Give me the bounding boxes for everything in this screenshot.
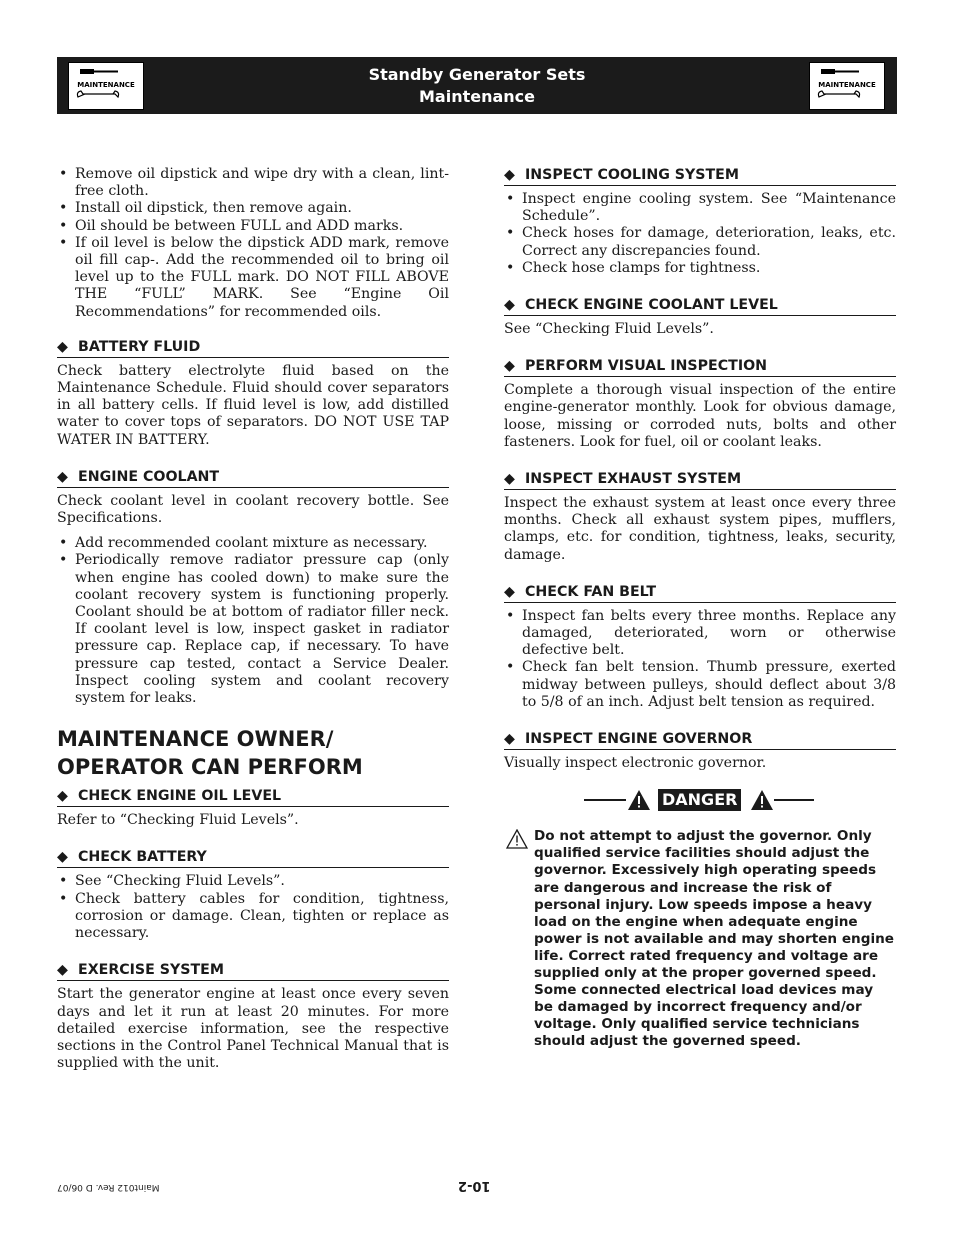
list-item: • Inspect fan belts every three months. Replace any damaged, deteriorated, worn or otherwise defective belt. [504, 608, 896, 660]
diamond-icon: ◆ [504, 583, 515, 600]
page-title [57, 64, 897, 108]
list-item: • Check fan belt tension. Thumb pressure, exerted midway between pulleys, should deflect about 3/8 to 5/8 of an inch. Adjust belt tension as required. [504, 659, 896, 711]
document-code: Maint012 Rev. D 06/07 [57, 1182, 160, 1192]
big-heading: MAINTENANCE OWNER/ OPERATOR CAN PERFORM [57, 727, 363, 780]
logo-label: MAINTENANCE [77, 81, 135, 89]
page-number: 10-2 [458, 1178, 491, 1193]
section-heading-inspect-exhaust-system: ◆ INSPECT EXHAUST SYSTEM [504, 470, 896, 490]
divider [774, 799, 814, 801]
diamond-icon: ◆ [57, 962, 68, 979]
section-heading-check-engine-oil-level: ◆ CHECK ENGINE OIL LEVEL [57, 787, 449, 807]
diamond-icon: ◆ [57, 788, 68, 805]
list-item: • Oil should be between FULL and ADD marks. [57, 218, 449, 235]
danger-warning [504, 828, 896, 1050]
list-item: • Check hose clamps for tightness. [504, 260, 896, 277]
battery-fluid-text: Check battery electrolyte fluid based on the Maintenance Schedule. Fluid should cover separators in all battery cells. If fluid level is low, add distilled water to cover tops of separators. DO NOT USE TAP WATER IN BATTERY. [57, 362, 449, 448]
left-column [57, 166, 449, 1072]
diamond-icon: ◆ [504, 297, 515, 314]
section-heading-check-fan-belt: ◆ CHECK FAN BELT [504, 583, 896, 603]
list-item: • Periodically remove radiator pressure cap (only when engine has cooled down) to make sure the coolant recovery system is functioning properly. Coolant should be at bottom of radiator filler neck. If coolant level is low, inspect gasket in radiator pressure cap. Replace cap, if necessary. To have pressure cap tested, contact a Service Dealer. Inspect cooling system and coolant recovery system for leaks. [57, 552, 449, 707]
list-item: • Install oil dipstick, then remove again. [57, 200, 449, 217]
exhaust-text: Inspect the exhaust system at least once every three months. Check all exhaust system pipes, mufflers, clamps, etc. for condition, tightness, leaks, security, damage. [504, 495, 896, 563]
battery-list [57, 873, 449, 942]
fan-belt-list [504, 608, 896, 711]
page-header [57, 57, 897, 114]
diamond-icon: ◆ [57, 849, 68, 866]
section-heading-engine-coolant: ◆ ENGINE COOLANT [57, 468, 449, 488]
engine-coolant-text: Check coolant level in coolant recovery bottle. See Specifications. [57, 492, 449, 527]
danger-banner [504, 786, 896, 816]
list-item: • See “Checking Fluid Levels”. [57, 873, 449, 890]
logo-label: MAINTENANCE [818, 81, 876, 89]
warning-text: Do not attempt to adjust the governor. Only qualified service facilities should adjust the governor. Excessively high operating speeds are dangerous and increase the risk of personal injury. Low speeds impose a heavy load on the engine when adequate engine power is not available and may shorten engine life. Correct rated frequency and voltage are supplied only at the proper governed speed. Some connected electrical load devices may be damaged by incorrect frequency and/or voltage. Only qualified service technicians should adjust the governed speed. [534, 828, 895, 1050]
visual-text: Complete a thorough visual inspection of the entire engine-generator monthly. Look for obvious damage, loose, missing or corroded nuts, bolts and other fasteners. Look for fuel, oil or coolant leaks. [504, 382, 896, 450]
list-item: • Add recommended coolant mixture as necessary. [57, 535, 449, 552]
list-item: • Inspect engine cooling system. See “Maintenance Schedule”. [504, 191, 896, 225]
list-item: • Remove oil dipstick and wipe dry with a clean, lint-free cloth. [57, 166, 449, 200]
oil-check-list [57, 166, 449, 321]
cooling-list [504, 191, 896, 277]
diamond-icon: ◆ [57, 468, 68, 485]
diamond-icon: ◆ [504, 731, 515, 748]
diamond-icon: ◆ [504, 471, 515, 488]
section-heading-check-engine-coolant-level: ◆ CHECK ENGINE COOLANT LEVEL [504, 296, 896, 316]
title-line-1: Standby Generator Sets [368, 65, 586, 84]
danger-label: DANGER [658, 789, 741, 811]
engine-coolant-list [57, 535, 449, 707]
section-heading-perform-visual-inspection: ◆ PERFORM VISUAL INSPECTION [504, 357, 896, 377]
warning-triangle-icon [627, 789, 651, 811]
list-item: • If oil level is below the dipstick ADD mark, remove oil fill cap-. Add the recommended oil to bring oil level up to the FULL mark. DO NOT FILL ABOVE THE “FULL” MARK. See “Engine Oil Recommendations” for recommended oils. [57, 235, 449, 321]
right-column [504, 166, 896, 1050]
oil-level-text: Refer to “Checking Fluid Levels”. [57, 812, 299, 829]
diamond-icon: ◆ [504, 167, 515, 183]
section-heading-inspect-engine-governor: ◆ INSPECT ENGINE GOVERNOR [504, 730, 896, 750]
list-item: • Check battery cables for condition, tightness, corrosion or damage. Clean, tighten or replace as necessary. [57, 891, 449, 943]
governor-text: Visually inspect electronic governor. [504, 755, 767, 772]
list-item: • Check hoses for damage, deterioration, leaks, etc. Correct any discrepancies found. [504, 225, 896, 259]
section-heading-check-battery: ◆ CHECK BATTERY [57, 848, 449, 868]
maintenance-logo [809, 62, 885, 110]
exercise-text: Start the generator engine at least once every seven days and let it run at least 20 minutes. For more detailed exercise information, see the respective sections in the Control Panel Technical Manual that is supplied with the unit. [57, 986, 449, 1072]
warning-outline-icon [506, 829, 528, 849]
title-line-2: Maintenance [418, 87, 535, 106]
diamond-icon: ◆ [504, 358, 515, 375]
coolant-level-text: See “Checking Fluid Levels”. [504, 321, 714, 338]
section-heading-exercise-system: ◆ EXERCISE SYSTEM [57, 961, 449, 981]
divider [584, 799, 626, 801]
section-heading-battery-fluid: ◆ BATTERY FLUID [57, 338, 449, 358]
diamond-icon: ◆ [57, 338, 68, 355]
warning-triangle-icon [750, 789, 774, 811]
section-heading-inspect-cooling-system: ◆ INSPECT COOLING SYSTEM [504, 166, 896, 186]
